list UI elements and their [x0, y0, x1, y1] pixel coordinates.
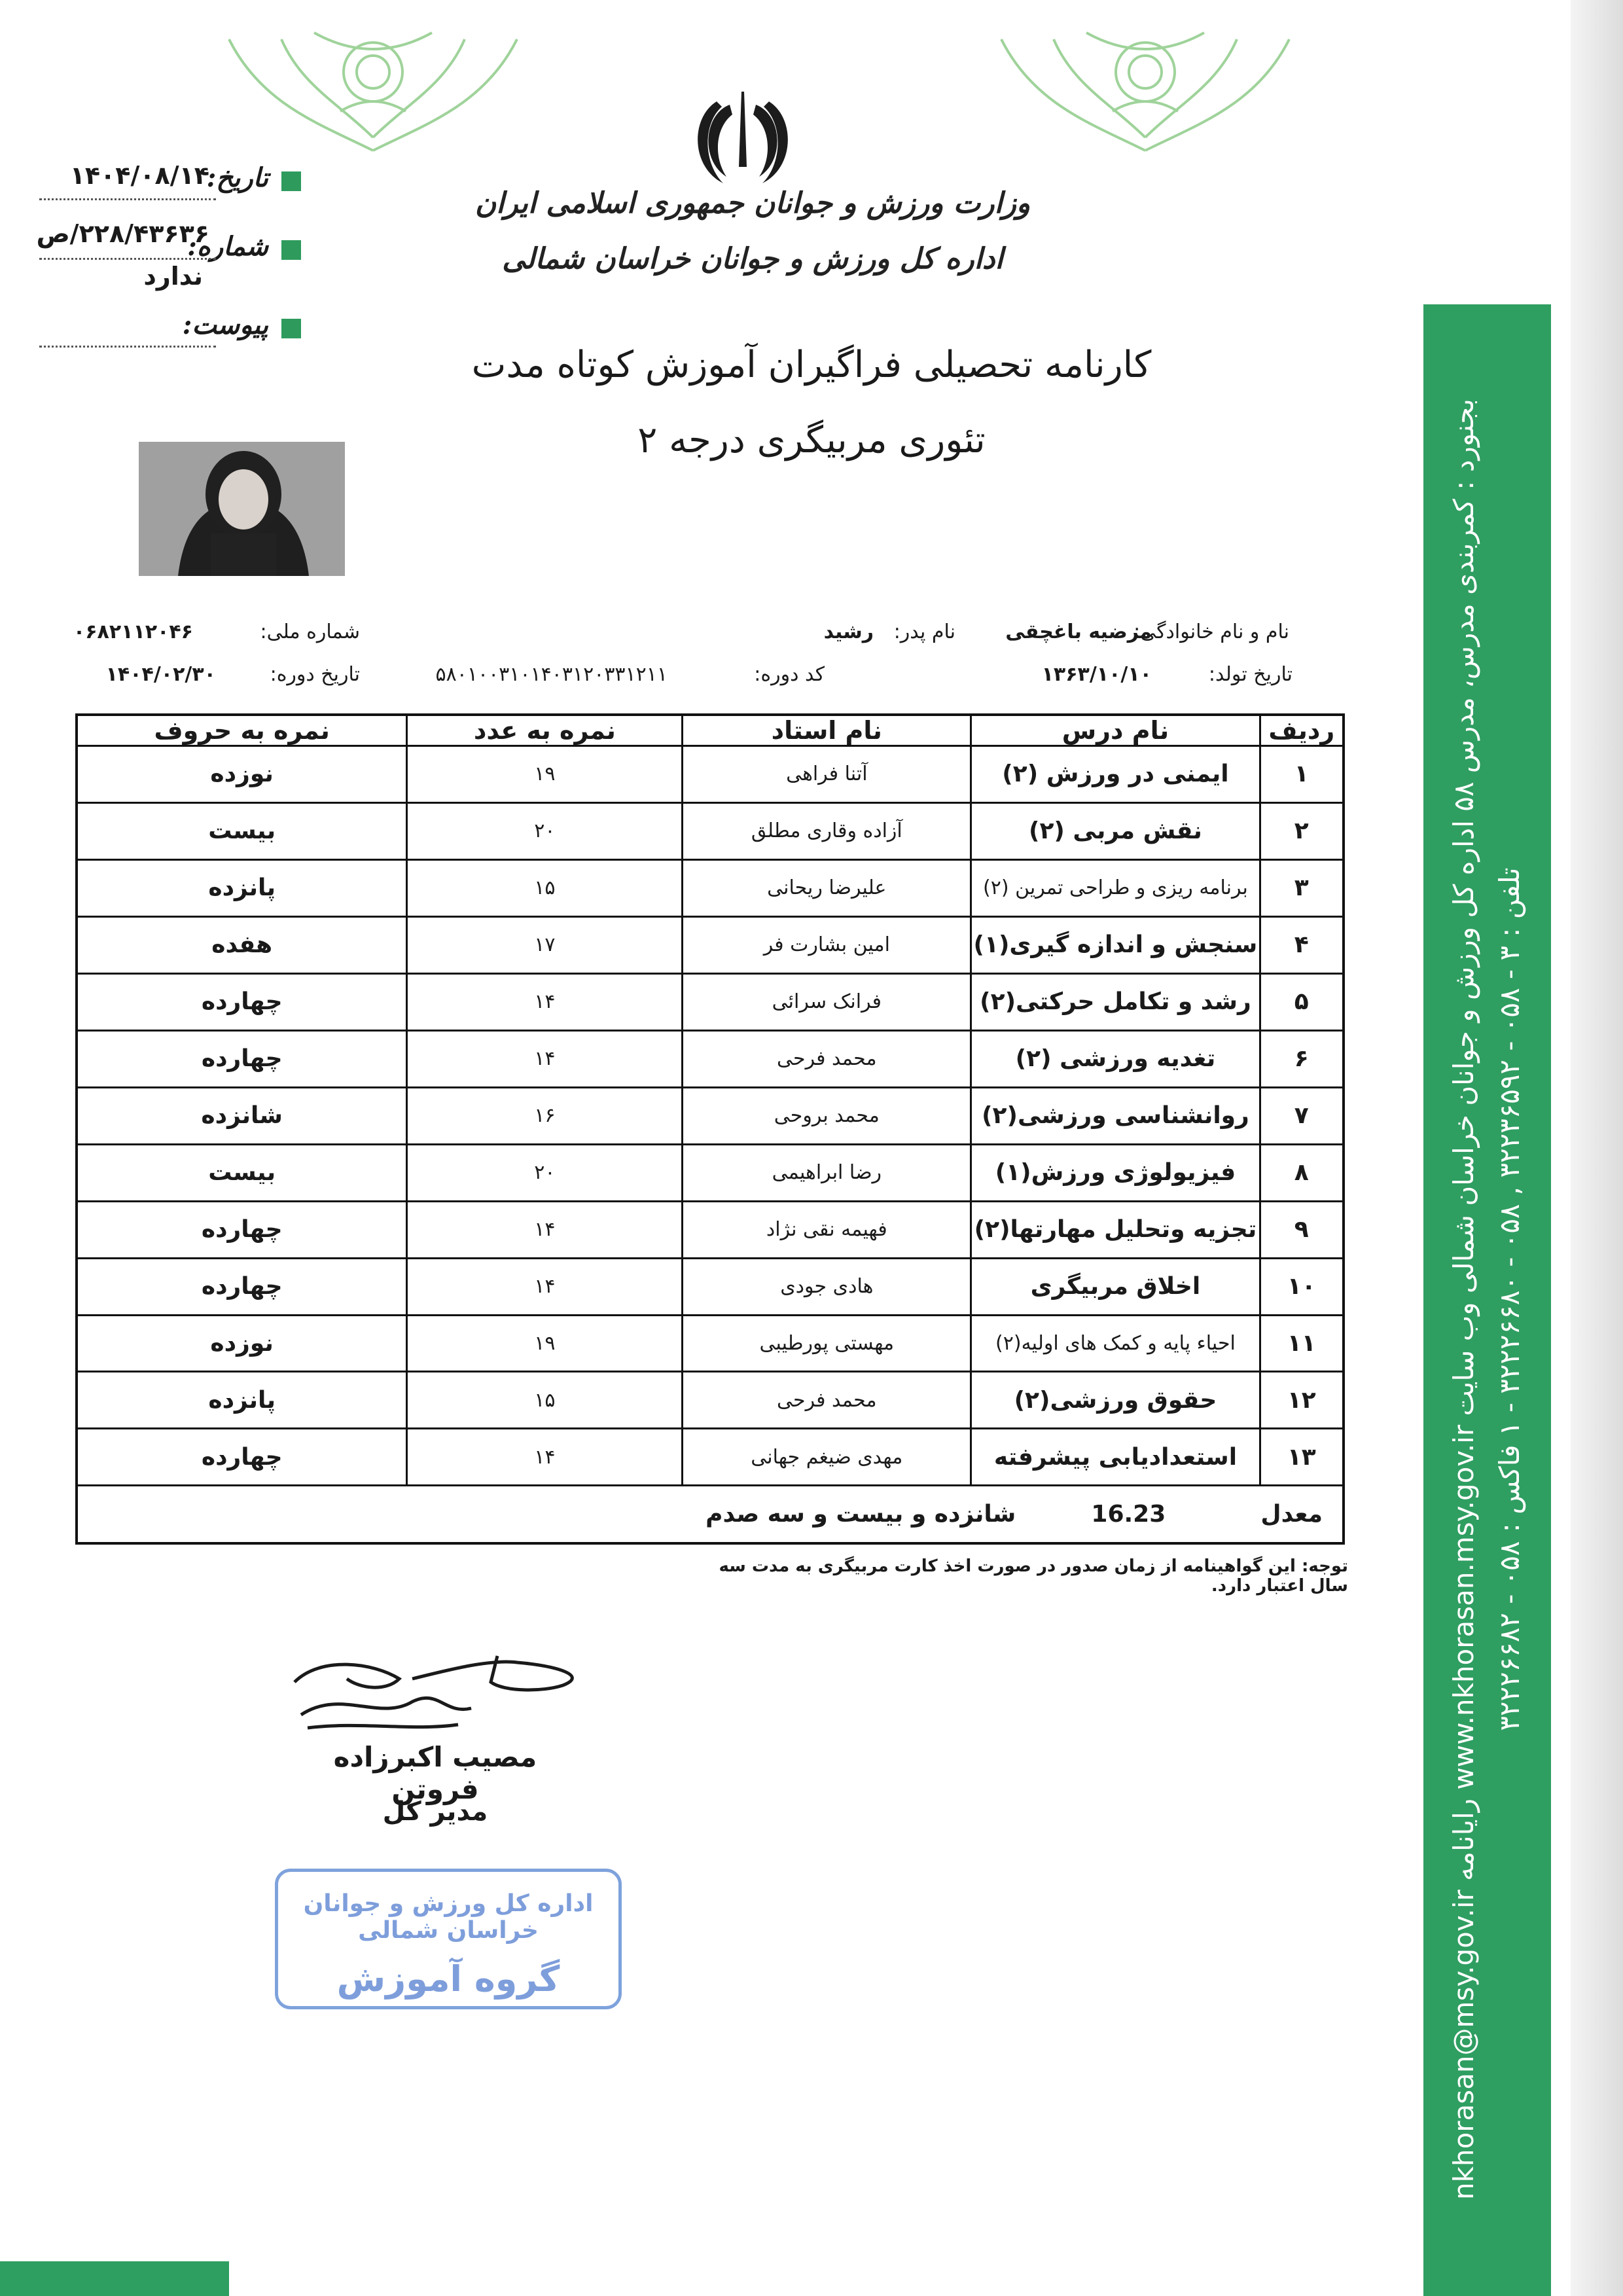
table-row	[77, 973, 1344, 1030]
date-value: ۱۴۰۴/۰۸/۱۴	[69, 161, 209, 190]
row-number: ۱۰	[1260, 1258, 1344, 1315]
father-name: رشید	[823, 620, 874, 643]
row-number: ۹	[1260, 1201, 1344, 1258]
teacher-name: فهیمه نقی نژاد	[683, 1201, 971, 1258]
teacher-name: محمد بروحی	[683, 1087, 971, 1144]
grades-table	[75, 713, 1345, 1545]
course-name: برنامه ریزی و طراحی تمرین (۲)	[971, 859, 1260, 916]
course-date: ۱۴۰۴/۰۲/۳۰	[105, 663, 216, 686]
ornament-right	[995, 26, 1296, 157]
grade-words: چهارده	[77, 973, 407, 1030]
course-name: روانشناسی ورزشی(۲)	[971, 1087, 1260, 1144]
grade-number: ۱۴	[407, 973, 683, 1030]
grade-words: پانزده	[77, 1372, 407, 1429]
grade-number: ۱۴	[407, 1258, 683, 1315]
stamp-line-1: اداره کل ورزش و جوانان خراسان شمالی	[303, 1890, 594, 1944]
average-words: شانزده و بیست و سه صدم	[705, 1501, 1016, 1528]
national-id: ۰۶۸۲۱۱۲۰۴۶	[73, 620, 193, 643]
document-subtitle: تئوری مربیگری درجه ۲	[637, 419, 986, 461]
grade-number: ۱۵	[407, 859, 683, 916]
grade-words: نوزده	[77, 1315, 407, 1372]
table-row	[77, 1087, 1344, 1144]
grade-words: چهارده	[77, 1030, 407, 1087]
green-bullet	[281, 240, 301, 260]
row-number: ۸	[1260, 1144, 1344, 1201]
header-row-number: ردیف	[1260, 715, 1344, 746]
department-stamp	[275, 1869, 622, 2009]
grade-words: شانزده	[77, 1087, 407, 1144]
birth-label: تاریخ تولد:	[1208, 663, 1293, 686]
letter-date	[26, 157, 301, 209]
table-row	[77, 1429, 1344, 1486]
course-name: رشد و تکامل حرکتی(۲)	[971, 973, 1260, 1030]
grade-number: ۱۹	[407, 746, 683, 803]
green-bullet	[281, 171, 301, 191]
name-label: نام و نام خانوادگی:	[1133, 620, 1289, 643]
course-name: استعدادیابی پیشرفته	[971, 1429, 1260, 1486]
average-label: معدل	[1260, 1501, 1323, 1528]
signer-role: مدیر کل	[382, 1797, 488, 1827]
stamp-line-2: گروه آموزش	[336, 1958, 560, 2000]
green-bullet	[281, 319, 301, 338]
grade-words: چهارده	[77, 1258, 407, 1315]
sidebar-phone: تلفن : ۳ - ۰۵۸ - ۳۲۲۳۶۵۹۲ , ۰۵۸ - ۳۲۲۲۶۶۸۰ - ۱ فاکس : ۰۵۸ - ۳۲۲۲۶۶۸۲	[1493, 867, 1525, 1731]
signer-name: مصیب اکبرزاده فروتن	[333, 1741, 537, 1805]
row-number: ۶	[1260, 1030, 1344, 1087]
dotted-line	[39, 198, 216, 200]
grade-words: بیست	[77, 802, 407, 859]
number-label: شماره:	[187, 231, 268, 262]
teacher-name: هادی جودی	[683, 1258, 971, 1315]
row-number: ۱	[1260, 746, 1344, 803]
course-name: ایمنی در ورزش (۲)	[971, 746, 1260, 803]
row-number: ۲	[1260, 802, 1344, 859]
header-course-name: نام درس	[971, 715, 1260, 746]
row-number: ۵	[1260, 973, 1344, 1030]
average-row	[77, 1486, 1344, 1543]
birth-date: ۱۳۶۳/۱۰/۱۰	[1041, 663, 1152, 686]
grade-number: ۱۹	[407, 1315, 683, 1372]
grade-number: ۱۴	[407, 1201, 683, 1258]
table-row	[77, 802, 1344, 859]
teacher-name: آزاده وقاری مطلق	[683, 802, 971, 859]
contact-sidebar	[1423, 304, 1551, 2296]
course-name: سنجش و اندازه گیری(۱)	[971, 916, 1260, 973]
national-id-label: شماره ملی:	[260, 620, 360, 643]
course-name: نقش مربی (۲)	[971, 802, 1260, 859]
table-row	[77, 1030, 1344, 1087]
teacher-name: رضا ابراهیمی	[683, 1144, 971, 1201]
attachment-label: پیوست:	[182, 310, 268, 340]
row-number: ۳	[1260, 859, 1344, 916]
course-name: تغدیه ورزشی (۲)	[971, 1030, 1260, 1087]
grade-words: چهارده	[77, 1429, 407, 1486]
green-footer-bar	[0, 2261, 229, 2296]
letter-attachment	[26, 304, 301, 357]
student-photo	[139, 442, 345, 576]
grade-number: ۱۷	[407, 916, 683, 973]
table-row	[77, 1258, 1344, 1315]
office-name: اداره کل ورزش و جوانان خراسان شمالی	[502, 242, 1003, 276]
iran-emblem-icon	[690, 88, 795, 187]
row-number: ۴	[1260, 916, 1344, 973]
course-code-label: کد دوره:	[754, 663, 825, 686]
dotted-line	[39, 346, 216, 348]
grade-number: ۱۴	[407, 1429, 683, 1486]
student-name: مرضیه باغچقی	[1005, 620, 1152, 643]
grade-number: ۱۵	[407, 1372, 683, 1429]
teacher-name: مهستی پورطیبی	[683, 1315, 971, 1372]
table-row	[77, 1315, 1344, 1372]
grade-words: بیست	[77, 1144, 407, 1201]
grade-words: چهارده	[77, 1201, 407, 1258]
row-number: ۱۲	[1260, 1372, 1344, 1429]
course-name: حقوق ورزشی(۲)	[971, 1372, 1260, 1429]
grade-words: هفده	[77, 916, 407, 973]
ministry-name: وزارت ورزش و جوانان جمهوری اسلامی ایران	[474, 187, 1031, 220]
page-edge	[1571, 0, 1623, 2296]
teacher-name: امین بشارت فر	[683, 916, 971, 973]
teacher-name: فرانک سرائی	[683, 973, 971, 1030]
course-date-label: تاریخ دوره:	[270, 663, 360, 686]
teacher-name: محمد فرحی	[683, 1372, 971, 1429]
table-row	[77, 916, 1344, 973]
table-row	[77, 746, 1344, 803]
table-row	[77, 859, 1344, 916]
document-title: کارنامه تحصیلی فراگیران آموزش کوتاه مدت	[471, 344, 1152, 386]
average-value: 16.23	[1091, 1501, 1166, 1528]
teacher-name: مهدی ضیغم جهانی	[683, 1429, 971, 1486]
row-number: ۱۱	[1260, 1315, 1344, 1372]
grade-number: ۱۴	[407, 1030, 683, 1087]
table-row	[77, 1372, 1344, 1429]
sidebar-address: بجنورد : کمربندی مدرس، مدرس ۵۸ اداره کل ورزش و جوانان خراسان شمالی وب سایت www.nkhorasan.msy.gov.ir رایانامه nkhorasan@msy.gov.ir	[1448, 399, 1480, 2200]
ornament-left	[223, 26, 524, 157]
course-name: فیزیولوژی ورزش(۱)	[971, 1144, 1260, 1201]
teacher-name: محمد فرحی	[683, 1030, 971, 1087]
letter-number	[26, 219, 301, 291]
course-name: احیاء پایه و کمک های اولیه(۲)	[971, 1315, 1260, 1372]
course-name: اخلاق مربیگری	[971, 1258, 1260, 1315]
table-header-row	[77, 715, 1344, 746]
father-label: نام پدر:	[893, 620, 955, 643]
grade-number: ۲۰	[407, 1144, 683, 1201]
grade-number: ۱۶	[407, 1087, 683, 1144]
grade-words: نوزده	[77, 746, 407, 803]
table-row	[77, 1144, 1344, 1201]
header-grade-words: نمره به حروف	[77, 715, 407, 746]
row-number: ۷	[1260, 1087, 1344, 1144]
table-row	[77, 1201, 1344, 1258]
dotted-line	[39, 258, 216, 260]
attachment-value: ندارد	[143, 262, 203, 291]
course-code: ۵۸۰۱۰۰۳۱۰۱۴۰۳۱۲۰۳۳۱۲۱۱	[435, 663, 668, 686]
grade-words: پانزده	[77, 859, 407, 916]
teacher-name: آتنا فراهی	[683, 746, 971, 803]
date-label: تاریخ:	[206, 162, 268, 193]
grade-number: ۲۰	[407, 802, 683, 859]
course-name: تجزیه وتحلیل مهارتها(۲)	[971, 1201, 1260, 1258]
header-teacher-name: نام استاد	[683, 715, 971, 746]
validity-note: توجه: این گواهینامه از زمان صدور در صورت اخذ کارت مربیگری به مدت سه سال اعتبار دارد.	[719, 1556, 1348, 1596]
number-value: ۲۲۸/۴۳۶۳۶/ص	[36, 219, 209, 248]
row-number: ۱۳	[1260, 1429, 1344, 1486]
teacher-name: علیرضا ریحانی	[683, 859, 971, 916]
header-grade-number: نمره به عدد	[407, 715, 683, 746]
